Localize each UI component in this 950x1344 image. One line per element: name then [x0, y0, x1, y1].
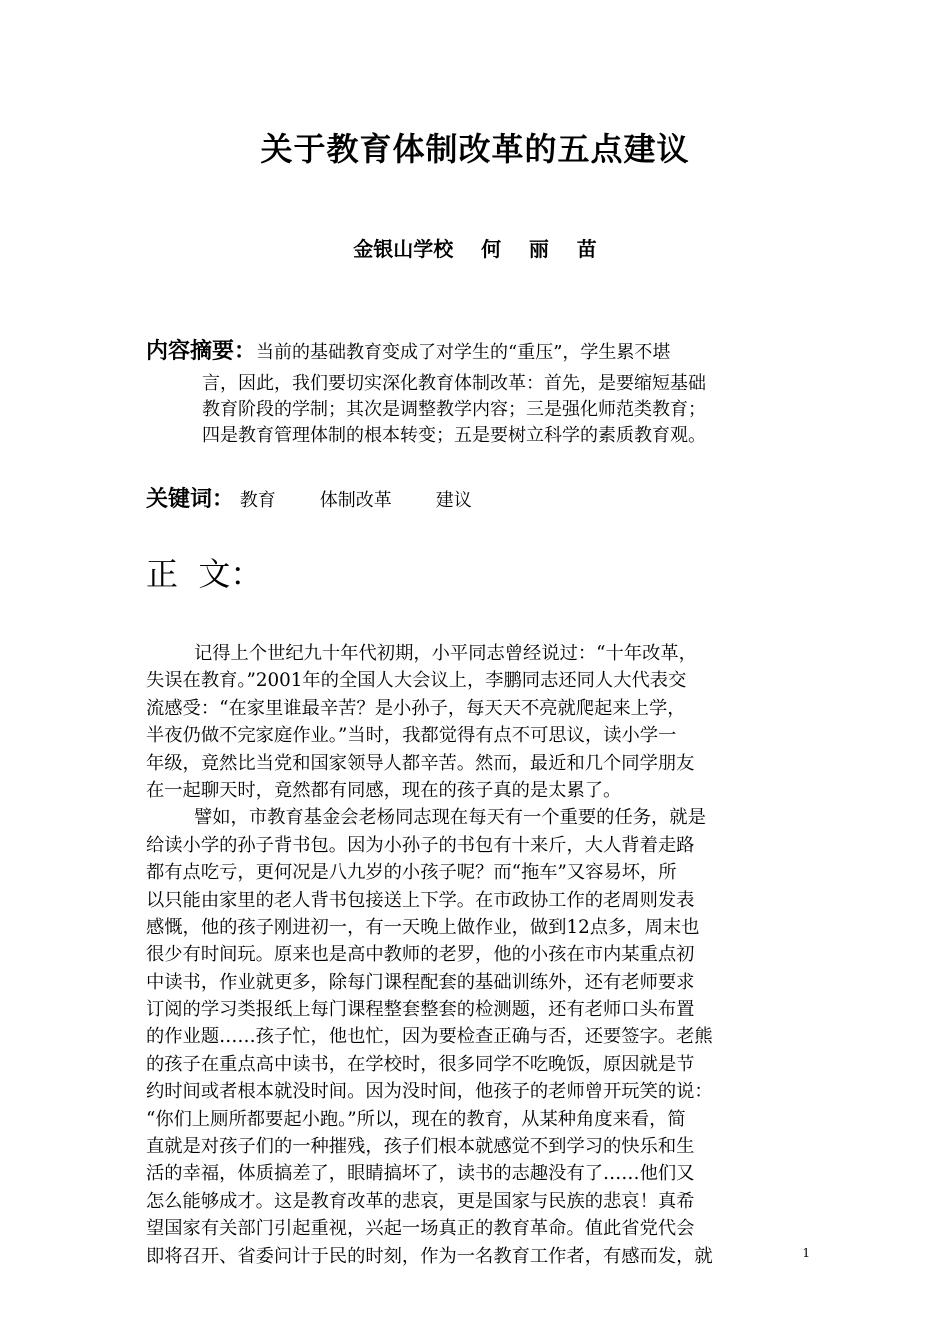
keywords-label: 关键词： [146, 487, 235, 512]
paragraph-line: 活的幸福，体质搞差了，眼睛搞坏了，读书的志趣没有了……他们又 [146, 1163, 695, 1185]
paragraph-line: 望国家有关部门引起重视，兴起一场真正的教育革命。值此省党代会 [146, 1218, 695, 1240]
paragraph-line: 给读小学的孙子背书包。因为小孙子的书包有十来斤，大人背着走路 [146, 834, 695, 856]
abstract-line: 言，因此，我们要切实深化教育体制改革：首先，是要缩短基础 [202, 373, 706, 394]
abstract-label: 内容摘要： [146, 339, 257, 364]
paragraph-line: 半夜仍做不完家庭作业。”当时，我都觉得有点不可思议，读小学一 [146, 725, 677, 747]
paragraph-line: 在一起聊天时，竟然都有同感，现在的孩子真的是太累了。 [146, 779, 622, 801]
body-text [146, 640, 822, 1270]
paragraph-line: 的孩子在重点高中读书，在学校时，很多同学不吃晚饭，原因就是节 [146, 1053, 695, 1075]
paragraph-line: 约时间或者根本就没时间。因为没时间，他孩子的老师曾开玩笑的说： [146, 1081, 713, 1103]
abstract-text-start: 当前的基础教育变成了对学生的“重压”，学生累不堪 [256, 342, 671, 363]
paragraph-line: 怎么能够成才。这是教育改革的悲哀，更是国家与民族的悲哀！真希 [146, 1190, 695, 1212]
keyword-item: 建议 [435, 490, 472, 511]
keywords-section [146, 481, 516, 520]
abstract-continuation [202, 371, 826, 449]
paragraph-line: 很少有时间玩。原来也是高中教师的老罗，他的小孩在市内某重点初 [146, 944, 695, 966]
paragraph-line: 直就是对孩子们的一种摧残，孩子们根本就感觉不到学习的快乐和生 [146, 1136, 695, 1158]
abstract-first-line [146, 334, 826, 371]
paragraph-line: 以只能由家里的老人背书包接送上下学。在市政协工作的老周则发表 [146, 889, 695, 911]
keyword-item: 体制改革 [319, 490, 392, 511]
paragraph-line: 譬如，市教育基金会老杨同志现在每天有一个重要的任务，就是 [194, 807, 706, 829]
paragraph-line: 中读书，作业就更多，除每门课程配套的基础训练外，还有老师要求 [146, 971, 695, 993]
paragraph-line: 流感受：“在家里谁最辛苦？是小孙子，每天天不亮就爬起来上学， [146, 697, 686, 719]
abstract-section [146, 334, 826, 449]
abstract-line: 四是教育管理体制的根本转变；五是要树立科学的素质教育观。 [202, 425, 706, 446]
body-heading: 正 文： [146, 555, 263, 593]
paragraph-line: 的作业题……孩子忙，他也忙，因为要检查正确与否，还要签字。老熊 [146, 1026, 713, 1048]
paragraph-line: 订阅的学习类报纸上每门课程整套整套的检测题，还有老师口头布置 [146, 999, 695, 1021]
paragraph-line: 年级，竟然比当党和国家领导人都辛苦。然而，最近和几个同学朋友 [146, 752, 695, 774]
author-line: 金银山学校 何 丽 苗 [353, 237, 597, 261]
abstract-line: 教育阶段的学制；其次是调整教学内容；三是强化师范类教育； [202, 399, 706, 420]
paragraph-line: 感慨，他的孩子刚进初一，有一天晚上做作业，做到12点多，周末也 [146, 916, 700, 938]
paragraph-line: “你们上厕所都要起小跑。”所以，现在的教育，从某种角度来看，简 [146, 1108, 686, 1130]
keyword-item: 教育 [239, 490, 276, 511]
paragraph-line: 即将召开、省委问计于民的时刻，作为一名教育工作者，有感而发，就 [146, 1245, 713, 1267]
paragraph-line: 失误在教育。”2001年的全国人大会议上，李鹏同志还同人大代表交 [146, 670, 687, 692]
page-number: 1 [802, 1246, 810, 1260]
document-title: 关于教育体制改革的五点建议 [260, 130, 690, 168]
paragraph-line: 都有点吃亏，更何况是八九岁的小孩子呢？而“拖车”又容易坏，所 [146, 862, 677, 884]
paragraph-line: 记得上个世纪九十年代初期，小平同志曾经说过：“十年改革， [194, 643, 697, 664]
